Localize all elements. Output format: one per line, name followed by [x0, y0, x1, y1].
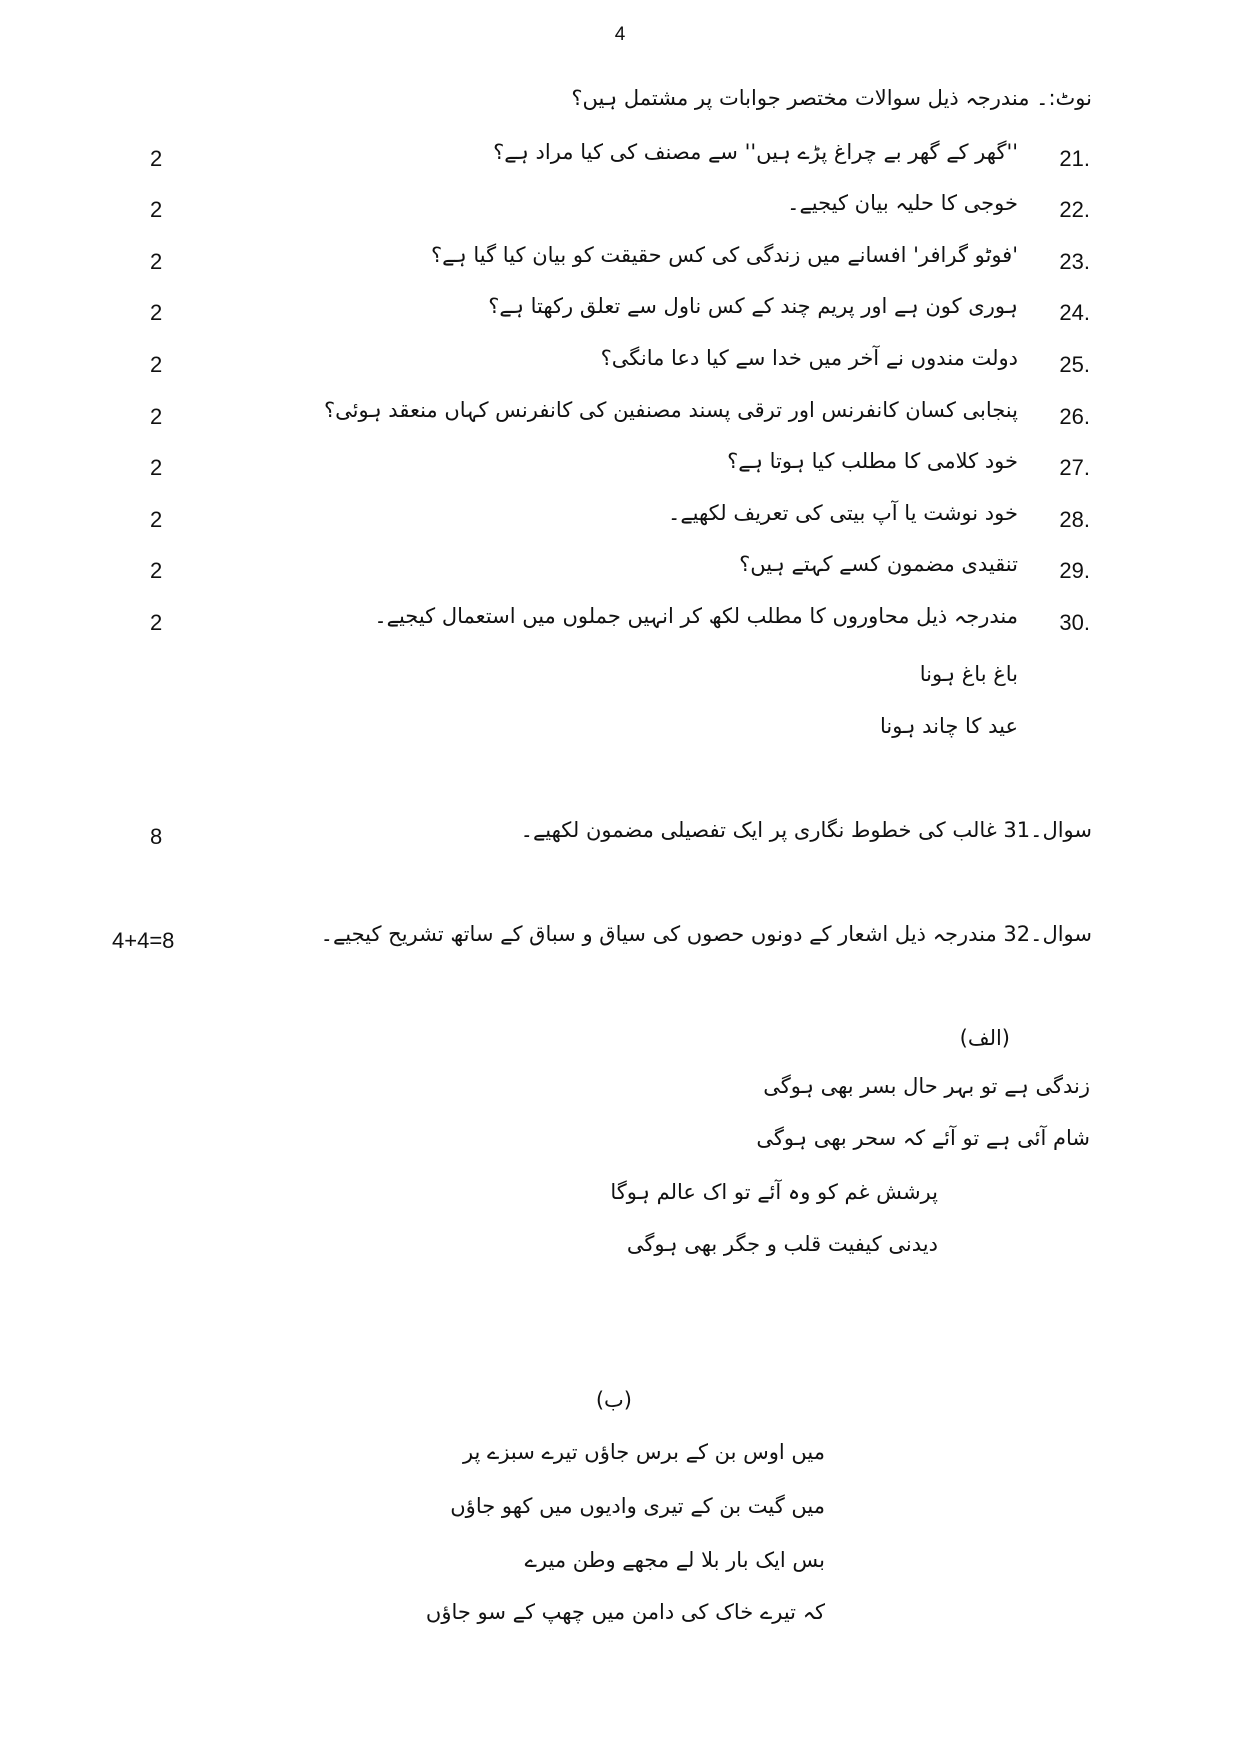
question-text: خوجی کا حلیہ بیان کیجیے۔	[787, 191, 1018, 215]
question-text: مندرجہ ذیل محاوروں کا مطلب لکھ کر انہیں جملوں میں استعمال کیجیے۔	[374, 604, 1018, 628]
question-text: 'فوٹو گرافر' افسانے میں زندگی کی کس حقیقت کو بیان کیا گیا ہے؟	[430, 243, 1018, 267]
note-instruction: نوٹ:۔ مندرجہ ذیل سوالات مختصر جوابات پر مشتمل ہیں؟	[571, 86, 1092, 110]
question-marks: 2	[150, 300, 163, 325]
question-text: پنجابی کسان کانفرنس اور ترقی پسند مصنفین کی کانفرنس کہاں منعقد ہوئی؟	[323, 398, 1018, 422]
question-marks: 2	[150, 197, 163, 222]
question-number: 22.	[1059, 197, 1090, 222]
question-31-marks: 8	[150, 824, 163, 849]
poem-a-line: دیدنی کیفیت قلب و جگر بھی ہوگی	[626, 1232, 938, 1256]
poem-b-line: میں اوس بن کے برس جاؤں تیرے سبزے پر	[462, 1440, 825, 1464]
idiom-item: باغ باغ ہونا	[919, 662, 1018, 686]
idiom-item: عید کا چاند ہونا	[880, 714, 1018, 738]
question-31-text: سوال۔31 غالب کی خطوط نگاری پر ایک تفصیلی مضمون لکھیے۔	[520, 818, 1092, 842]
question-number: 21.	[1059, 146, 1090, 171]
question-marks: 2	[150, 404, 163, 429]
question-number: 27.	[1059, 455, 1090, 480]
page-number: 4	[614, 24, 626, 45]
question-number: 24.	[1059, 300, 1090, 325]
question-text: خود نوشت یا آپ بیتی کی تعریف لکھیے۔	[668, 501, 1018, 525]
question-marks: 2	[150, 507, 163, 532]
question-text: تنقیدی مضمون کسے کہتے ہیں؟	[739, 552, 1018, 576]
question-text: ''گھر کے گھر بے چراغ پڑے ہیں'' سے مصنف کی کیا مراد ہے؟	[493, 140, 1018, 164]
poem-a-line: زندگی ہے تو بہر حال بسر بھی ہوگی	[763, 1074, 1090, 1098]
question-marks: 2	[150, 558, 163, 583]
poem-b-line: میں گیت بن کے تیری وادیوں میں کھو جاؤں	[450, 1494, 825, 1518]
question-marks: 2	[150, 610, 163, 635]
question-number: 30.	[1059, 610, 1090, 635]
poem-a-line: شام آئی ہے تو آئے کہ سحر بھی ہوگی	[756, 1126, 1090, 1150]
poem-b-heading: (ب)	[595, 1388, 632, 1412]
question-32-text: سوال۔32 مندرجہ ذیل اشعار کے دونوں حصوں کی سیاق و سباق کے ساتھ تشریح کیجیے۔	[320, 922, 1092, 946]
question-marks: 2	[150, 352, 163, 377]
question-text: خود کلامی کا مطلب کیا ہوتا ہے؟	[727, 449, 1018, 473]
question-number: 28.	[1059, 507, 1090, 532]
poem-b-line: بس ایک بار بلا لے مجھے وطن میرے	[524, 1548, 825, 1572]
question-number: 26.	[1059, 404, 1090, 429]
poem-a-heading: (الف)	[959, 1026, 1010, 1050]
poem-b-line: کہ تیرے خاک کی دامن میں چھپ کے سو جاؤں	[425, 1600, 825, 1624]
question-marks: 2	[150, 249, 163, 274]
poem-a-line: پرشش غم کو وہ آئے تو اک عالم ہوگا	[610, 1180, 938, 1204]
question-marks: 2	[150, 146, 163, 171]
question-text: ہوری کون ہے اور پریم چند کے کس ناول سے تعلق رکھتا ہے؟	[488, 294, 1018, 318]
question-text: دولت مندوں نے آخر میں خدا سے کیا دعا مانگی؟	[600, 346, 1018, 370]
question-32-marks: 4+4=8	[112, 928, 175, 953]
question-marks: 2	[150, 455, 163, 480]
question-number: 23.	[1059, 249, 1090, 274]
question-number: 29.	[1059, 558, 1090, 583]
question-number: 25.	[1059, 352, 1090, 377]
